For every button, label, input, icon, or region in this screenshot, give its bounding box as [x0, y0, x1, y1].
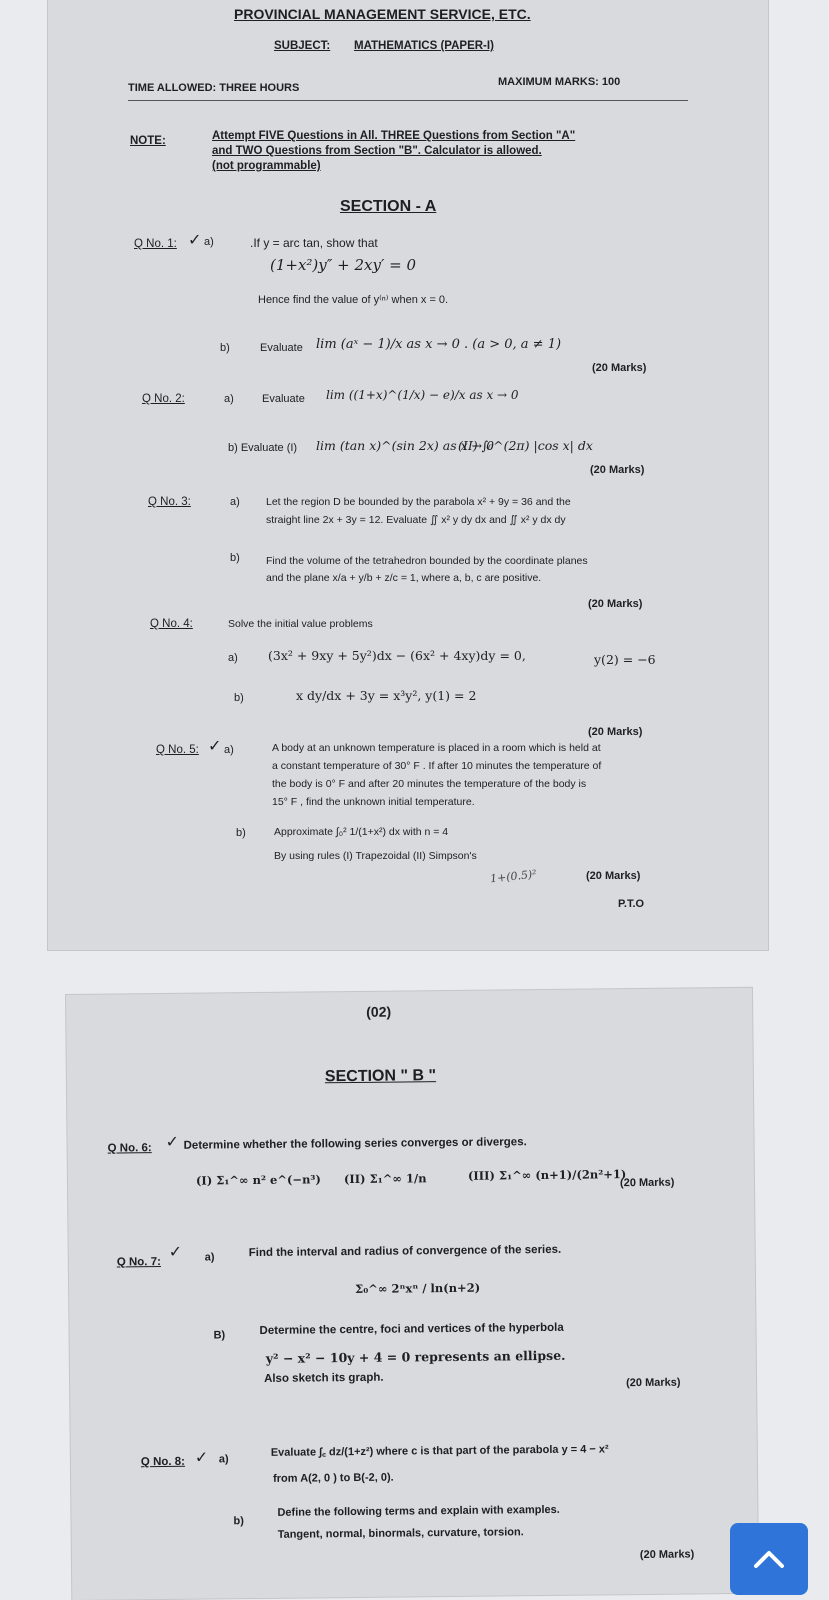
q8-b-line-1: Define the following terms and explain with examples. — [277, 1503, 560, 1519]
q5-b-label: b) — [236, 827, 246, 839]
q7-marks: (20 Marks) — [626, 1376, 681, 1390]
q5-a-line-2: a constant temperature of 30° F . If after 10 minutes the temperature of — [272, 760, 602, 772]
q1-a-label: a) — [204, 236, 214, 248]
q6-label: Q No. 6: — [107, 1142, 152, 1155]
checkmark-icon: ✓ — [168, 1243, 183, 1261]
q1-b-label: b) — [220, 342, 230, 354]
q8-a-label: a) — [218, 1453, 229, 1466]
checkmark-icon: ✓ — [194, 1449, 209, 1467]
section-b-title: SECTION " B " — [324, 1067, 437, 1086]
q2-a-label: a) — [224, 393, 234, 405]
subject-value: MATHEMATICS (PAPER-I) — [354, 40, 494, 52]
q3-b-line-1: Find the volume of the tetrahedron bounded by the coordinate planes — [266, 555, 588, 567]
q7-b-line-3: Also sketch its graph. — [263, 1371, 384, 1385]
q6-series-i: (I) Σ₁^∞ n² e^(−n³) — [195, 1172, 321, 1188]
page-number: (02) — [366, 1003, 392, 1020]
exam-title: PROVINCIAL MANAGEMENT SERVICE, ETC. — [234, 6, 531, 22]
q5-marks: (20 Marks) — [586, 870, 641, 882]
q3-marks: (20 Marks) — [588, 598, 643, 610]
q3-label: Q No. 3: — [148, 496, 191, 508]
q7-b-label: B) — [213, 1329, 226, 1342]
q6-series-iii: (III) Σ₁^∞ (n+1)/(2n²+1) — [467, 1167, 627, 1183]
q2-marks: (20 Marks) — [590, 464, 645, 476]
q7-a-label: a) — [204, 1251, 215, 1264]
chevron-up-icon — [752, 1548, 786, 1570]
q5-a-line-1: A body at an unknown temperature is placed in a room which is held at — [272, 742, 601, 754]
q1-a-hence: Hence find the value of y⁽ⁿ⁾ when x = 0. — [258, 294, 449, 306]
checkmark-icon: ✓ — [208, 738, 222, 755]
time-allowed: TIME ALLOWED: THREE HOURS — [128, 82, 300, 94]
subject-label: SUBJECT: — [274, 40, 331, 52]
q7-a-series: Σ₀^∞ 2ⁿxⁿ / ln(n+2) — [355, 1280, 481, 1296]
q5-label: Q No. 5: — [156, 744, 199, 756]
q5-a-line-4: 15° F , find the unknown initial temperature. — [272, 796, 475, 808]
handwritten-note: 1+(0.5)² — [489, 867, 538, 886]
q8-b-line-2: Tangent, normal, binormals, curvature, torsion. — [277, 1526, 524, 1541]
q1-b-expression: lim (aˣ − 1)/x as x → 0 . (a > 0, a ≠ 1) — [316, 337, 562, 352]
q2-b-expression-1: lim (tan x)^(sin 2x) as x → 0 — [316, 438, 495, 453]
q7-b-line-2: y² − x² − 10y + 4 = 0 represents an ellipse. — [265, 1347, 566, 1366]
q2-b-expression-2: (II) ∫₀^(2π) |cos x| dx — [458, 438, 593, 453]
header-divider — [128, 100, 688, 101]
q3-a-label: a) — [230, 496, 240, 508]
q2-b-text: b) Evaluate (I) — [228, 442, 298, 454]
q1-marks: (20 Marks) — [592, 362, 647, 374]
q1-a-equation: (1+x²)y″ + 2xy′ = 0 — [270, 256, 417, 274]
q8-marks: (20 Marks) — [639, 1548, 695, 1562]
q5-a-label: a) — [224, 744, 234, 756]
q5-b-line-2: By using rules (I) Trapezoidal (II) Simpson's — [274, 850, 477, 862]
note-line-1: Attempt FIVE Questions in All. THREE Questions from Section "A" — [212, 130, 576, 142]
checkmark-icon: ✓ — [188, 232, 202, 249]
q4-intro: Solve the initial value problems — [228, 618, 373, 630]
q2-label: Q No. 2: — [142, 393, 185, 405]
exam-page-1 — [48, 0, 768, 950]
q4-b-equation: x dy/dx + 3y = x³y², y(1) = 2 — [296, 688, 477, 703]
exam-page-2 — [66, 988, 758, 1600]
scroll-to-top-button[interactable] — [730, 1523, 808, 1595]
note-line-2: and TWO Questions from Section "B". Calculator is allowed. — [212, 145, 542, 157]
checkmark-icon: ✓ — [165, 1133, 180, 1151]
q7-label: Q No. 7: — [116, 1256, 161, 1269]
q1-b-text: Evaluate — [260, 342, 303, 354]
q4-label: Q No. 4: — [150, 618, 193, 630]
section-a-title: SECTION - A — [340, 198, 437, 215]
q4-a-equation: (3x² + 9xy + 5y²)dx − (6x² + 4xy)dy = 0, — [268, 648, 526, 663]
q3-a-line-1: Let the region D be bounded by the parabola x² + 9y = 36 and the — [266, 496, 571, 508]
q2-a-expression: lim ((1+x)^(1/x) − e)/x as x → 0 — [326, 388, 519, 402]
q8-a-line-2: from A(2, 0 ) to B(-2, 0). — [273, 1471, 394, 1485]
q4-a-condition: y(2) = −6 — [594, 652, 656, 667]
q6-text: Determine whether the following series converges or diverges. — [183, 1136, 527, 1152]
note-label: NOTE: — [130, 135, 166, 147]
q8-label: Q No. 8: — [140, 1455, 186, 1469]
q4-marks: (20 Marks) — [588, 726, 643, 738]
q8-a-text: Evaluate ∫꜀ dz/(1+z²) where c is that part of the parabola y = 4 − x² — [270, 1443, 609, 1459]
q3-b-line-2: and the plane x/a + y/b + z/c = 1, where a, b, c are positive. — [266, 572, 542, 584]
q5-a-line-3: the body is 0° F and after 20 minutes the temperature of the body is — [272, 778, 587, 790]
q3-b-label: b) — [230, 552, 240, 564]
q7-b-line-1: Determine the centre, foci and vertices of the hyperbola — [259, 1321, 564, 1337]
pto-label: P.T.O — [618, 898, 645, 910]
q4-a-label: a) — [228, 652, 238, 664]
q1-label: Q No. 1: — [134, 238, 177, 250]
q4-b-label: b) — [234, 692, 244, 704]
q1-a-text: .If y = arc tan, show that — [250, 236, 378, 250]
q6-marks: (20 Marks) — [619, 1176, 675, 1190]
q5-b-line-1: Approximate ∫₀² 1/(1+x²) dx with n = 4 — [274, 826, 449, 838]
max-marks: MAXIMUM MARKS: 100 — [498, 76, 621, 88]
note-line-3: (not programmable) — [212, 160, 321, 172]
q8-b-label: b) — [233, 1515, 244, 1528]
q7-a-text: Find the interval and radius of convergence of the series. — [248, 1243, 562, 1260]
q6-series-ii: (II) Σ₁^∞ 1/n — [343, 1171, 427, 1187]
q2-a-text: Evaluate — [262, 393, 305, 405]
q3-a-line-2: straight line 2x + 3y = 12. Evaluate ∬ x² y dy dx and ∬ x² y dx dy — [266, 514, 566, 526]
